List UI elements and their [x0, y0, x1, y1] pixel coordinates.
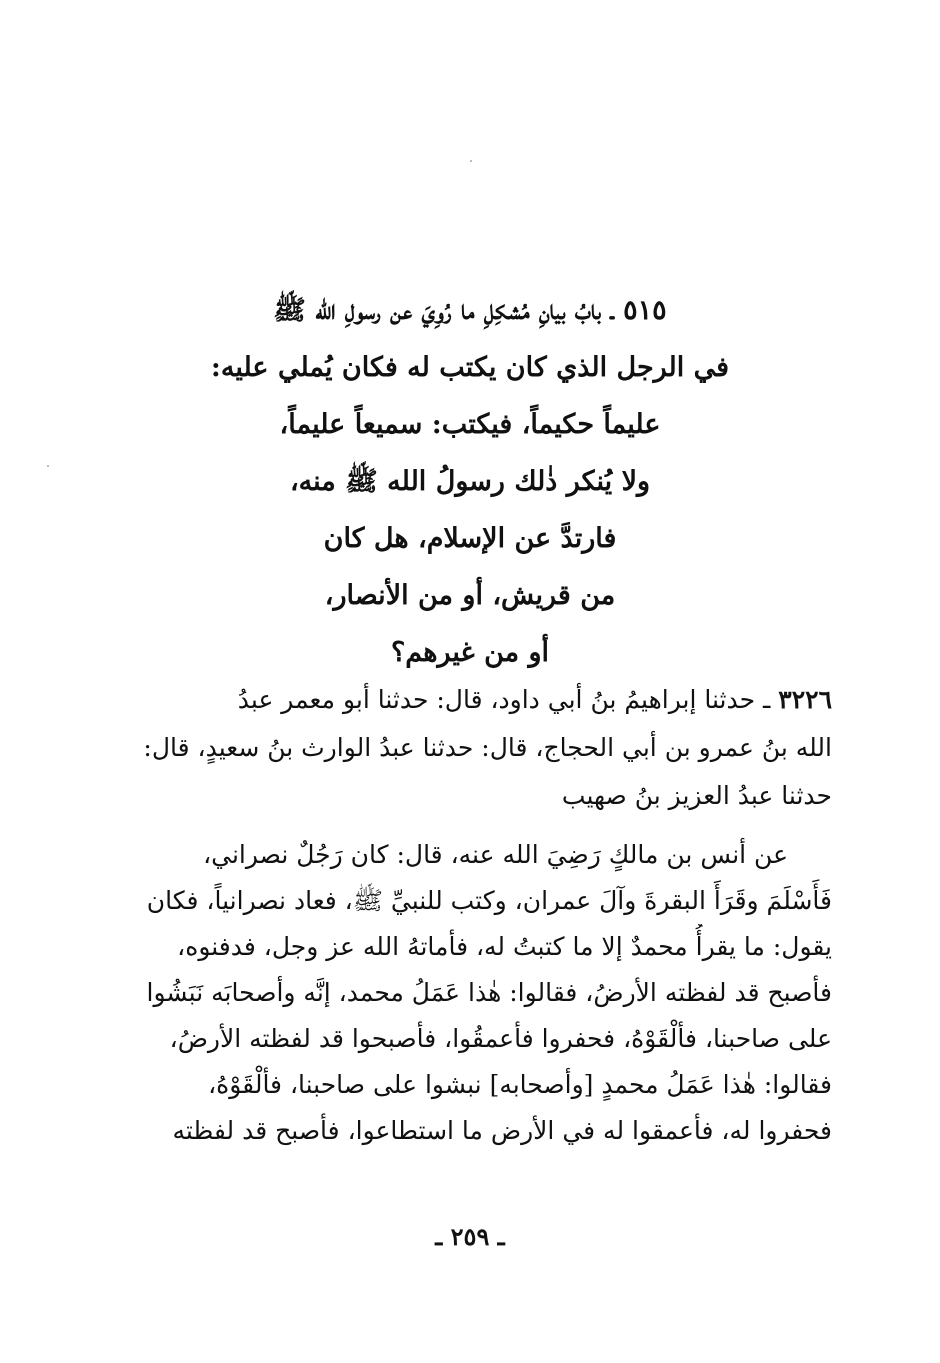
scan-speck — [470, 160, 472, 162]
matn-line: يقول: ما يقرأُ محمدٌ إلا ما كتبتُ له، فأماتهُ الله عز وجل، فدفنوه، — [177, 932, 832, 961]
isnad-line: حدثنا عبدُ العزيز بنُ صهيب — [561, 781, 832, 810]
isnad-line: الله بنُ عمرو بن أبي الحجاج، قال: حدثنا عبدُ الوارث بنُ سعيدٍ، قال: — [143, 733, 832, 762]
heading-line: عليماً حكيماً، فيكتب: سميعاً عليماً، — [279, 409, 661, 440]
matn-line: على صاحبنا، فألْقَوْهُ، فحفروا فأعمقُوا، فأصبحوا قد لفظته الأرضُ، — [169, 1024, 832, 1053]
matn-line: فأصبح قد لفظته الأرضُ، فقالوا: هٰذا عَمَلُ محمد، إنَّه وأصحابَه نَبَشُوا — [146, 978, 832, 1007]
chapter-heading — [120, 282, 820, 681]
scan-speck — [47, 465, 49, 467]
hadith-number: ٣٢٢٦ — [778, 685, 832, 714]
heading-line: ولا يُنكر ذٰلك رسولُ الله ﷺ منه، — [289, 466, 651, 497]
heading-line: أو من غيرهم؟ — [390, 637, 550, 668]
matn-line: عن أنس بن مالكٍ رَضِيَ الله عنه، قال: كان رَجُلٌ نصراني، — [203, 840, 788, 869]
page-number: ـ ٢٥٩ ـ — [435, 1222, 505, 1251]
isnad-line — [120, 676, 832, 724]
matn-line: فحفروا له، فأعمقوا له في الأرض ما استطاعوا، فأصبح قد لفظته — [172, 1116, 832, 1145]
heading-line: من قريش، أو من الأنصار، — [324, 580, 616, 611]
heading-line: في الرجل الذي كان يكتب له فكان يُملي عليه: — [210, 352, 730, 383]
matn-line: فَأَسْلَمَ وقَرَأَ البقرةَ وآلَ عمران، وكتب للنبيِّ ﷺ، فعاد نصرانياً، فكان — [146, 886, 832, 915]
matn-line: فقالوا: هٰذا عَمَلُ محمدٍ [وأصحابه] نبشوا على صاحبنا، فألْقَوْهُ، — [208, 1070, 832, 1099]
hadith-matn — [120, 832, 832, 1154]
isnad-text: ـ حدثنا إبراهيمُ بنُ أبي داود، قال: حدثنا أبو معمر عبدُ — [237, 685, 771, 714]
heading-line: فارتدَّ عن الإسلام، هل كان — [323, 523, 617, 554]
heading-line: ٥١٥ ـ بابُ بيانِ مُشكِلِ ما رُوِيَ عن رسولِ الله ﷺ — [273, 295, 667, 326]
hadith-isnad — [120, 676, 832, 820]
